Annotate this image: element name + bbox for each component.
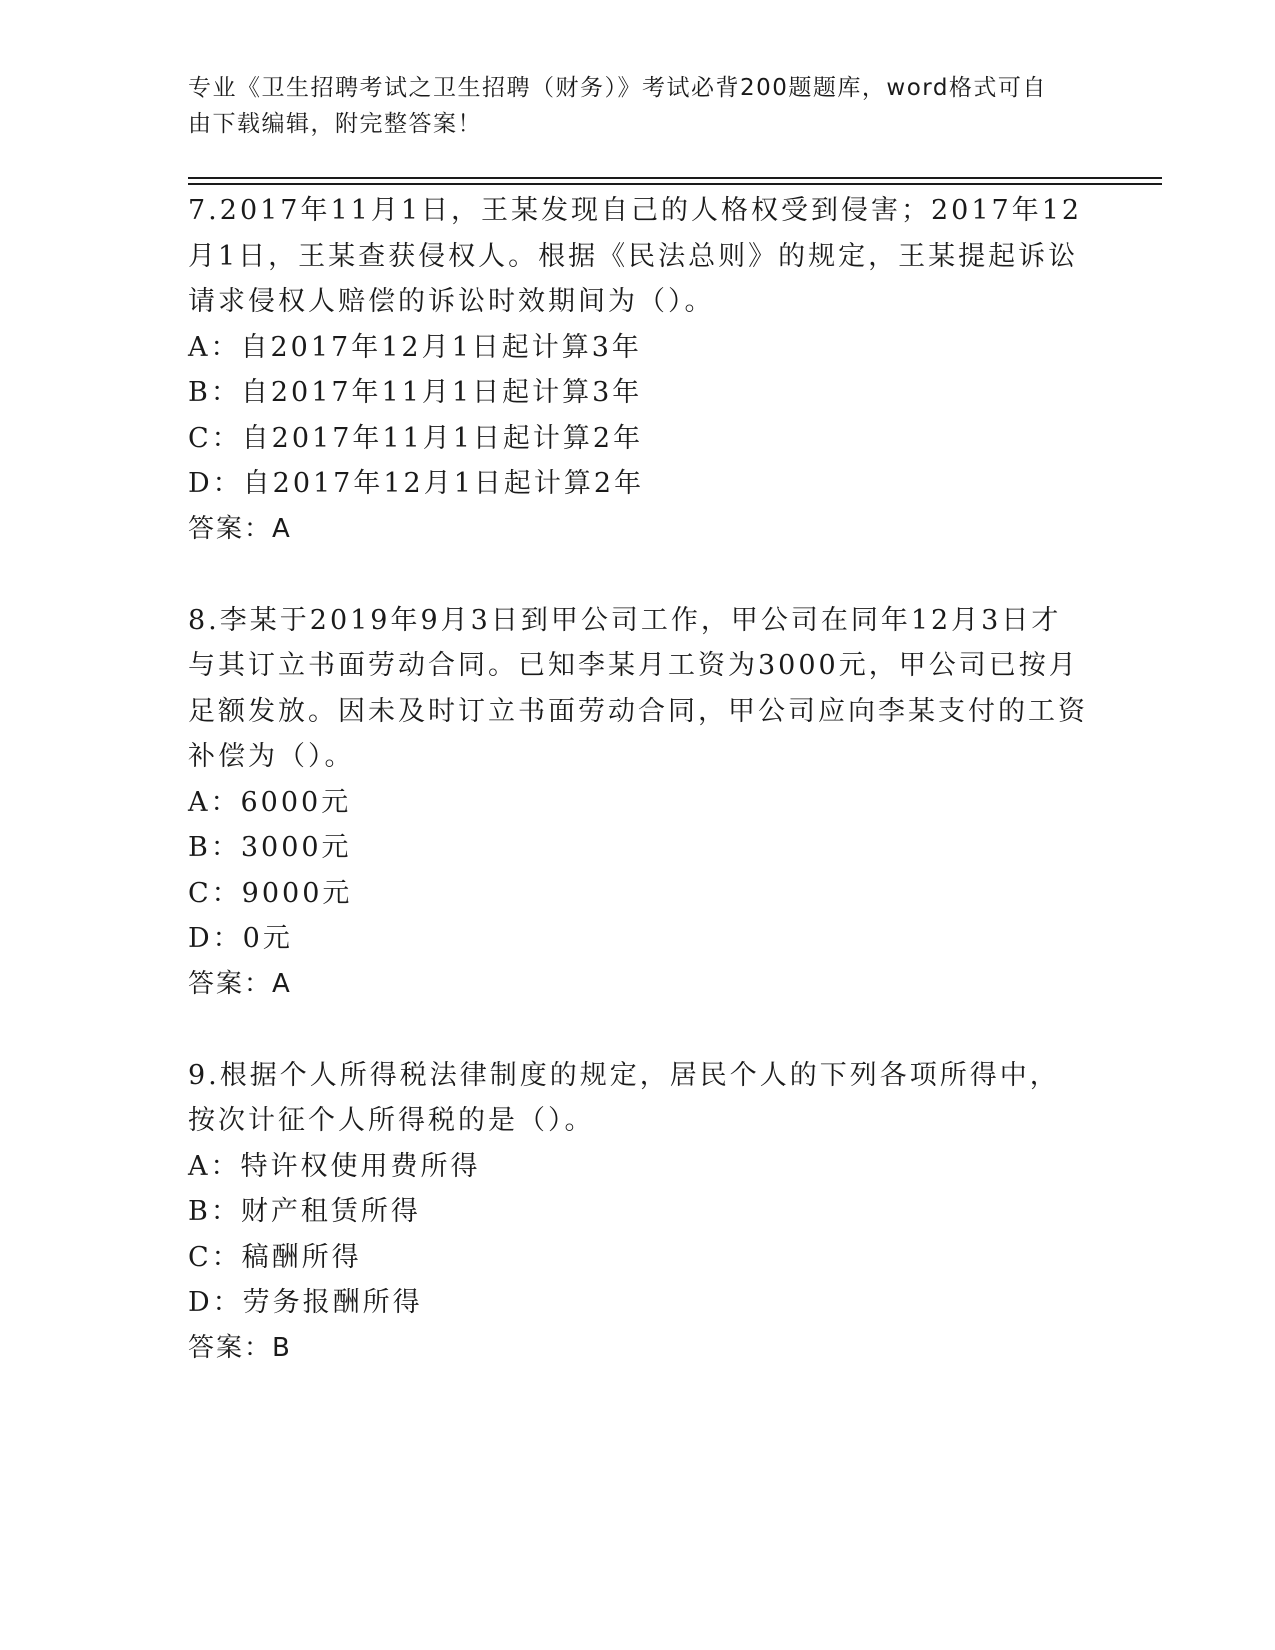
header-rule-bottom (188, 183, 1162, 185)
question-7 (188, 188, 1088, 552)
option-b: B：3000元 (188, 832, 352, 863)
question-8 (188, 598, 1088, 1008)
option-c: C：自2017年11月1日起计算2年 (188, 422, 644, 454)
answer-label: 答案：B (188, 1332, 292, 1363)
option-a: A：特许权使用费所得 (188, 1150, 481, 1182)
option-a: A：自2017年12月1日起计算3年 (188, 331, 642, 363)
option-c: C：稿酬所得 (188, 1241, 362, 1273)
option-b: B：自2017年11月1日起计算3年 (188, 377, 643, 408)
option-d: D：自2017年12月1日起计算2年 (188, 468, 645, 499)
question-text: 8.李某于2019年9月3日到甲公司工作，甲公司在同年12月3日才与其订立书面劳动合同。已知李某月工资为3000元，甲公司已按月足额发放。因未及时订立书面劳动合同，甲公司应向李某支付的工资补偿为（）。 (188, 604, 1088, 772)
header-rule-top (188, 177, 1162, 179)
question-9 (188, 1053, 1088, 1372)
option-a: A：6000元 (188, 786, 352, 818)
option-b: B：财产租赁所得 (188, 1196, 421, 1227)
answer-label: 答案：A (188, 513, 292, 544)
option-c: C：9000元 (188, 877, 353, 909)
option-d: D：劳务报酬所得 (188, 1287, 423, 1318)
question-list (188, 188, 1088, 1417)
question-text: 9.根据个人所得税法律制度的规定，居民个人的下列各项所得中，按次计征个人所得税的是（）。 (188, 1059, 1060, 1136)
answer-label: 答案：A (188, 968, 292, 999)
option-d: D：0元 (188, 923, 293, 954)
question-text: 7.2017年11月1日，王某发现自己的人格权受到侵害；2017年12月1日，王某查获侵权人。根据《民法总则》的规定，王某提起诉讼请求侵权人赔偿的诉讼时效期间为（）。 (188, 195, 1083, 317)
document-header: 专业《卫生招聘考试之卫生招聘（财务）》考试必背200题题库，word格式可自由下载编辑，附完整答案！ (188, 75, 1047, 137)
